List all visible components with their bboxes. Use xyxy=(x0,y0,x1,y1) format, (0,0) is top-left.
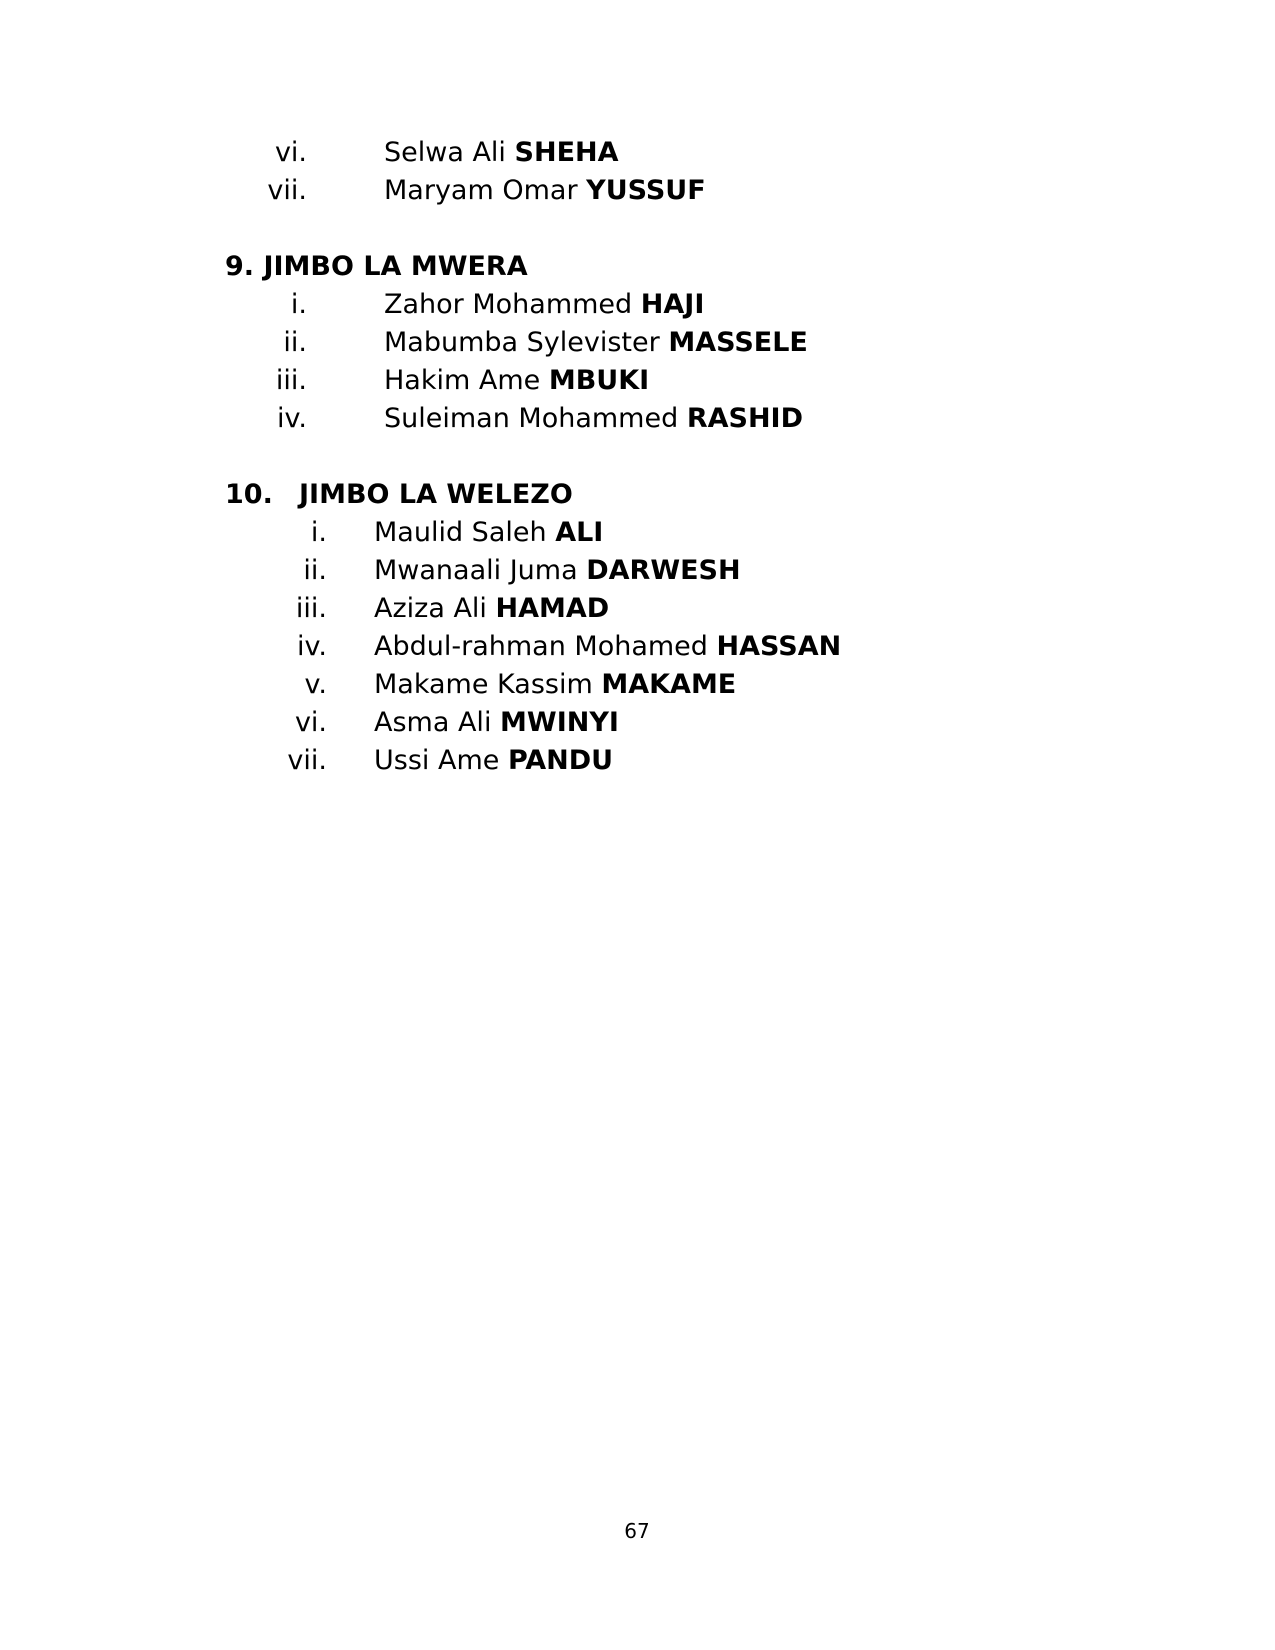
given-names: Mwanaali Juma xyxy=(374,555,578,586)
list-name xyxy=(374,552,741,590)
given-names: Maryam Omar xyxy=(384,175,578,206)
list-numeral: iii. xyxy=(275,365,307,396)
page-number: 67 xyxy=(624,1519,650,1543)
surname: DARWESH xyxy=(586,555,741,586)
list-item xyxy=(0,134,1275,172)
surname: MWINYI xyxy=(500,707,619,738)
list-numeral: vii. xyxy=(267,175,307,206)
surname: HAMAD xyxy=(495,593,610,624)
given-names: Hakim Ame xyxy=(384,365,541,396)
list-numeral: iv. xyxy=(297,631,327,662)
list-numeral: ii. xyxy=(283,327,307,358)
list-name xyxy=(384,172,706,210)
section-title: JIMBO LA WELEZO xyxy=(299,479,573,510)
given-names: Asma Ali xyxy=(374,707,492,738)
list-numeral: i. xyxy=(290,289,307,320)
surname: MAKAME xyxy=(601,669,737,700)
given-names: Aziza Ali xyxy=(374,593,487,624)
list-name xyxy=(374,514,603,552)
list-numeral: iii. xyxy=(295,593,327,624)
list-name xyxy=(374,742,613,780)
list-name xyxy=(384,134,619,172)
section-number: 10. xyxy=(225,479,273,510)
section-heading-mwera: 9. JIMBO LA MWERA xyxy=(225,251,528,282)
surname: PANDU xyxy=(507,745,614,776)
list-item xyxy=(0,704,1275,742)
list-item xyxy=(0,666,1275,704)
list-name xyxy=(384,324,808,362)
given-names: Ussi Ame xyxy=(374,745,500,776)
list-name xyxy=(374,590,609,628)
surname: HASSAN xyxy=(716,631,842,662)
surname: RASHID xyxy=(686,403,804,434)
given-names: Zahor Mohammed xyxy=(384,289,633,320)
list-item xyxy=(0,552,1275,590)
given-names: Mabumba Sylevister xyxy=(384,327,660,358)
list-numeral: iv. xyxy=(277,403,307,434)
surname: ALI xyxy=(555,517,604,548)
list-item xyxy=(0,514,1275,552)
list-name xyxy=(384,286,704,324)
list-item xyxy=(0,172,1275,210)
list-numeral: ii. xyxy=(303,555,327,586)
list-item xyxy=(0,742,1275,780)
list-numeral: v. xyxy=(304,669,327,700)
list-name xyxy=(384,362,649,400)
given-names: Selwa Ali xyxy=(384,137,506,168)
list-item xyxy=(0,628,1275,666)
given-names: Suleiman Mohammed xyxy=(384,403,679,434)
list-name xyxy=(384,400,803,438)
given-names: Maulid Saleh xyxy=(374,517,547,548)
surname: HAJI xyxy=(640,289,705,320)
list-numeral: i. xyxy=(310,517,327,548)
given-names: Makame Kassim xyxy=(374,669,593,700)
list-name xyxy=(374,666,736,704)
list-numeral: vi. xyxy=(274,137,307,168)
surname: MBUKI xyxy=(548,365,650,396)
list-name xyxy=(374,704,619,742)
list-item xyxy=(0,286,1275,324)
surname: MASSELE xyxy=(668,327,808,358)
list-item xyxy=(0,324,1275,362)
surname: YUSSUF xyxy=(586,175,706,206)
list-item xyxy=(0,362,1275,400)
list-item xyxy=(0,590,1275,628)
list-numeral: vii. xyxy=(287,745,327,776)
list-name xyxy=(374,628,841,666)
list-item xyxy=(0,400,1275,438)
surname: SHEHA xyxy=(514,137,619,168)
given-names: Abdul-rahman Mohamed xyxy=(374,631,708,662)
list-numeral: vi. xyxy=(294,707,327,738)
